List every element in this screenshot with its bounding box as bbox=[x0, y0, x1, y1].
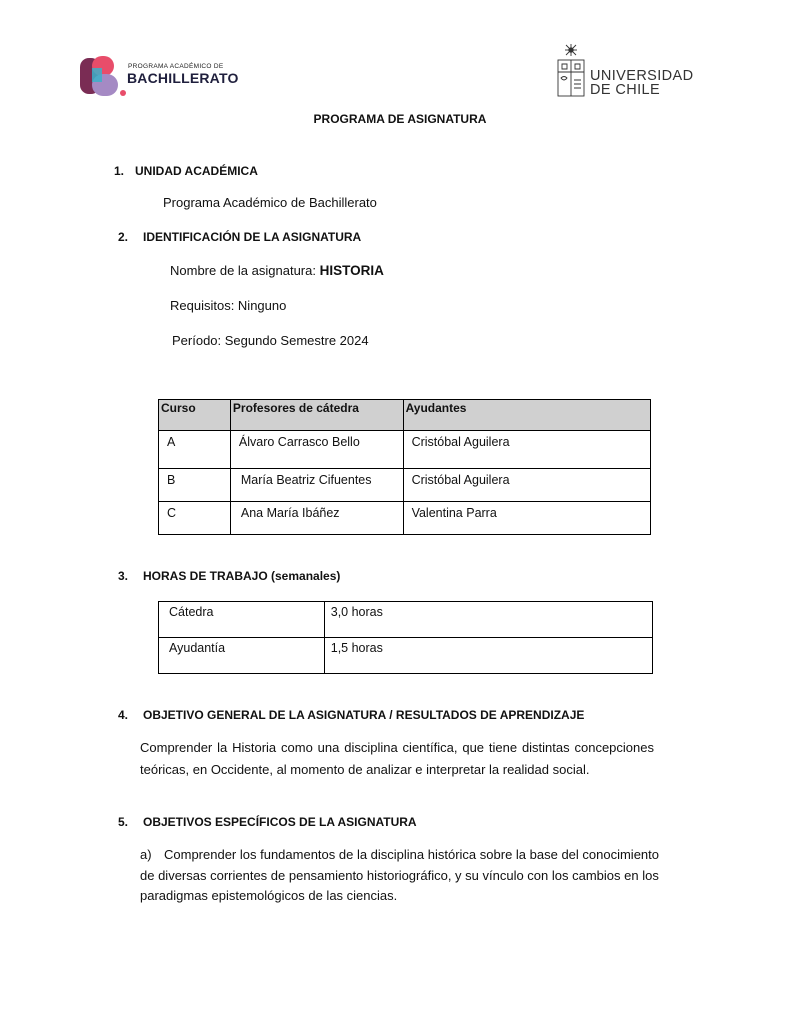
table-cell-curso: B bbox=[159, 469, 231, 502]
section3-number: 3. bbox=[118, 569, 129, 583]
section4-text: Comprender la Historia como una disciplina científica, que tiene distintas concepciones teóricas, en Occidente, al momento de analizar e interpretar la realidad social. bbox=[140, 740, 654, 777]
hours-cell-value: 3,0 horas bbox=[324, 602, 652, 638]
university-logo-line1: UNIVERSIDAD bbox=[590, 68, 694, 84]
table-header-profesores: Profesores de cátedra bbox=[230, 400, 403, 431]
universidad-de-chile-logo bbox=[556, 42, 706, 100]
table-cell-curso: C bbox=[159, 502, 231, 535]
section4-number: 4. bbox=[118, 708, 129, 722]
section2-number: 2. bbox=[118, 230, 129, 244]
section5-item-a-line1: Comprender los fundamentos de la disciplina histórica sobre la base del conocimiento bbox=[164, 847, 659, 862]
bachillerato-logo-line1: PROGRAMA ACADÉMICO DE bbox=[128, 63, 224, 70]
staff-table bbox=[158, 399, 651, 535]
section4-heading: OBJETIVO GENERAL DE LA ASIGNATURA / RESULTADOS DE APRENDIZAJE bbox=[143, 708, 585, 722]
table-cell-profesor: Ana María Ibáñez bbox=[230, 502, 403, 535]
table-row bbox=[159, 502, 651, 535]
table-header-ayudantes: Ayudantes bbox=[403, 400, 650, 431]
section1-value: Programa Académico de Bachillerato bbox=[163, 195, 377, 210]
hours-cell-type: Cátedra bbox=[159, 602, 325, 638]
section1-number: 1. bbox=[114, 164, 125, 178]
section5-item-a-line2: de diversas corrientes de pensamiento historiográfico, y su vínculo con los cambios en los bbox=[140, 868, 659, 883]
table-cell-ayudante: Cristóbal Aguilera bbox=[403, 431, 650, 469]
hours-cell-type: Ayudantía bbox=[159, 638, 325, 674]
section5-item-a-line3: paradigmas epistemológicos de las ciencias. bbox=[140, 888, 398, 903]
table-row bbox=[159, 638, 653, 674]
hours-cell-value: 1,5 horas bbox=[324, 638, 652, 674]
section5-item-a-marker: a) bbox=[140, 847, 152, 862]
periodo: Período: Segundo Semestre 2024 bbox=[172, 333, 369, 348]
requisitos: Requisitos: Ninguno bbox=[170, 298, 287, 313]
section5-heading: OBJETIVOS ESPECÍFICOS DE LA ASIGNATURA bbox=[143, 815, 417, 829]
table-cell-ayudante: Valentina Parra bbox=[403, 502, 650, 535]
section3-heading: HORAS DE TRABAJO (semanales) bbox=[143, 569, 341, 583]
university-crest-icon bbox=[556, 42, 586, 98]
table-cell-ayudante: Cristóbal Aguilera bbox=[403, 469, 650, 502]
subject-name-line bbox=[170, 263, 384, 278]
table-cell-profesor: Álvaro Carrasco Bello bbox=[230, 431, 403, 469]
bachillerato-logo-line2: BACHILLERATO bbox=[127, 70, 239, 86]
table-cell-profesor: María Beatriz Cifuentes bbox=[230, 469, 403, 502]
subject-name-label: Nombre de la asignatura: bbox=[170, 263, 320, 278]
table-row bbox=[159, 431, 651, 469]
table-header-curso: Curso bbox=[159, 400, 231, 431]
section2-heading: IDENTIFICACIÓN DE LA ASIGNATURA bbox=[143, 230, 362, 244]
table-row bbox=[159, 602, 653, 638]
table-header-row bbox=[159, 400, 651, 431]
university-logo-line2: DE CHILE bbox=[590, 82, 661, 98]
table-cell-curso: A bbox=[159, 431, 231, 469]
section1-heading: UNIDAD ACADÉMICA bbox=[135, 164, 258, 178]
bachillerato-logo-icon bbox=[80, 54, 126, 98]
bachillerato-logo bbox=[80, 54, 250, 98]
table-row bbox=[159, 469, 651, 502]
page-title: PROGRAMA DE ASIGNATURA bbox=[313, 112, 487, 126]
subject-name-value: HISTORIA bbox=[319, 263, 384, 278]
section5-number: 5. bbox=[118, 815, 129, 829]
hours-table bbox=[158, 601, 653, 674]
